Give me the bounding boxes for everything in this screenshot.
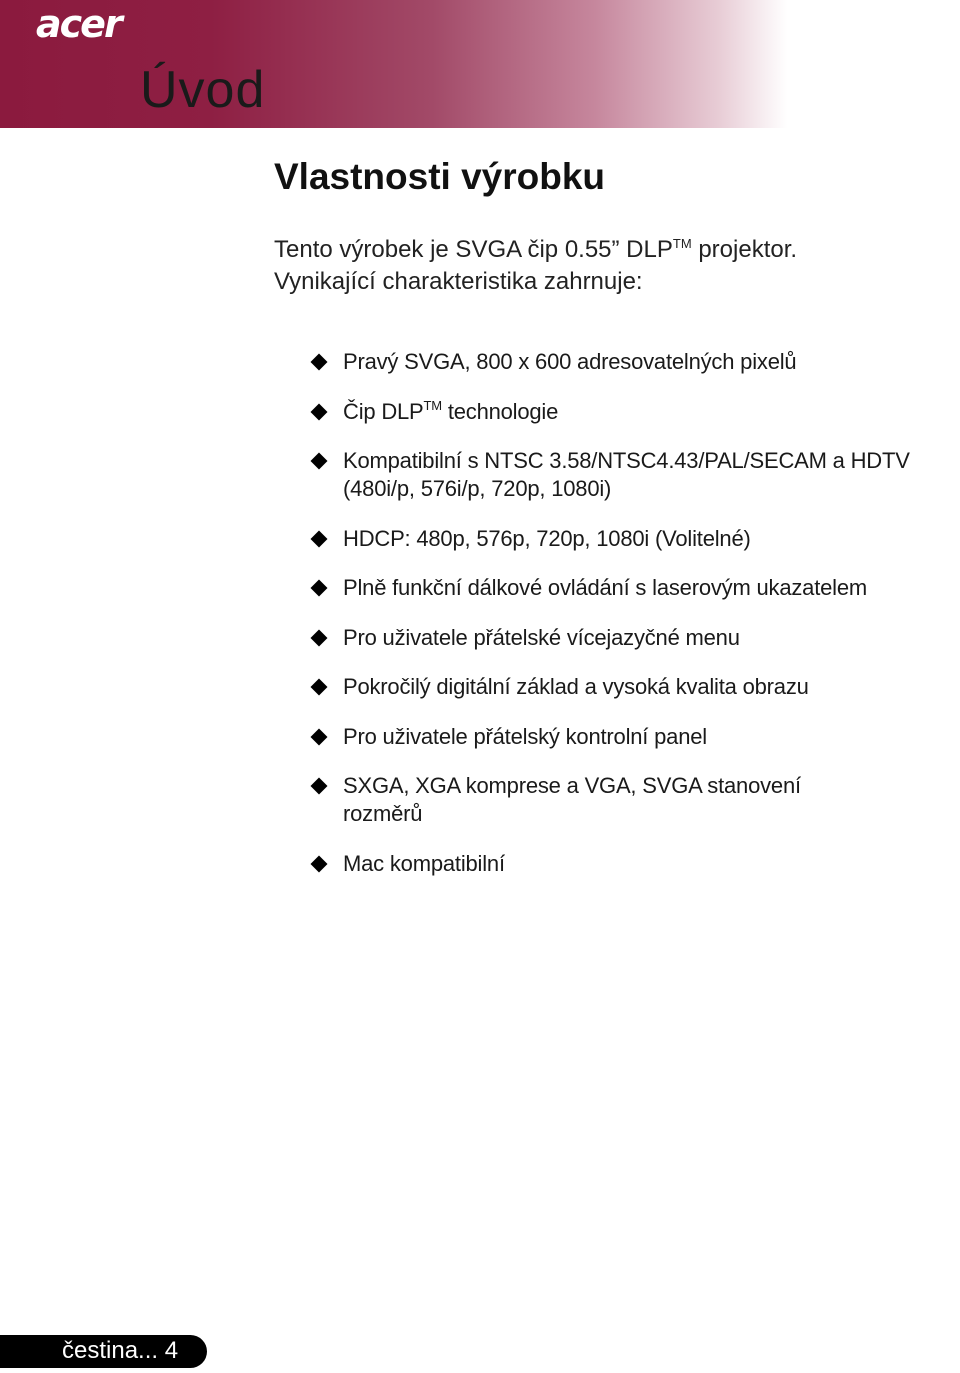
feature-item: Čip DLP™ technologie xyxy=(308,398,960,426)
diamond-bullet-icon xyxy=(311,629,328,646)
feature-item: Plně funkční dálkové ovládání s laserovým ukazatelem xyxy=(308,574,960,602)
intro-line-2: Vynikající charakteristika zahrnuje: xyxy=(274,268,643,295)
header-band xyxy=(0,0,960,128)
chapter-title: Úvod xyxy=(140,61,266,119)
page-number-label: čestina... 4 xyxy=(62,1337,179,1364)
feature-item: Pro uživatele přátelské vícejazyčné menu xyxy=(308,624,960,652)
diamond-bullet-icon xyxy=(311,580,328,597)
feature-list xyxy=(308,348,960,899)
diamond-bullet-icon xyxy=(311,778,328,795)
diamond-bullet-icon xyxy=(311,354,328,371)
intro-paragraph xyxy=(274,234,914,298)
acer-logo: acer xyxy=(36,2,121,46)
diamond-bullet-icon xyxy=(311,453,328,470)
feature-item: HDCP: 480p, 576p, 720p, 1080i (Volitelné) xyxy=(308,525,960,553)
feature-item: Kompatibilní s NTSC 3.58/NTSC4.43/PAL/SECAM a HDTV (480i/p, 576i/p, 720p, 1080i) xyxy=(308,447,960,503)
intro-line-1: Tento výrobek je SVGA čip 0.55” DLP™ projektor. xyxy=(274,236,798,263)
feature-item: Pokročilý digitální základ a vysoká kvalita obrazu xyxy=(308,673,960,701)
trademark-mark: TM xyxy=(423,397,442,413)
feature-item: SXGA, XGA komprese a VGA, SVGA stanovení rozměrů xyxy=(308,772,960,828)
page-footer-tab xyxy=(0,1335,207,1368)
feature-item: Pro uživatele přátelský kontrolní panel xyxy=(308,723,960,751)
diamond-bullet-icon xyxy=(311,530,328,547)
section-title: Vlastnosti výrobku xyxy=(274,156,606,197)
diamond-bullet-icon xyxy=(311,855,328,872)
feature-item: Pravý SVGA, 800 x 600 adresovatelných pixelů xyxy=(308,348,960,376)
diamond-bullet-icon xyxy=(311,728,328,745)
trademark-mark: TM xyxy=(672,236,692,251)
feature-item: Mac kompatibilní xyxy=(308,850,960,878)
diamond-bullet-icon xyxy=(311,679,328,696)
diamond-bullet-icon xyxy=(311,403,328,420)
